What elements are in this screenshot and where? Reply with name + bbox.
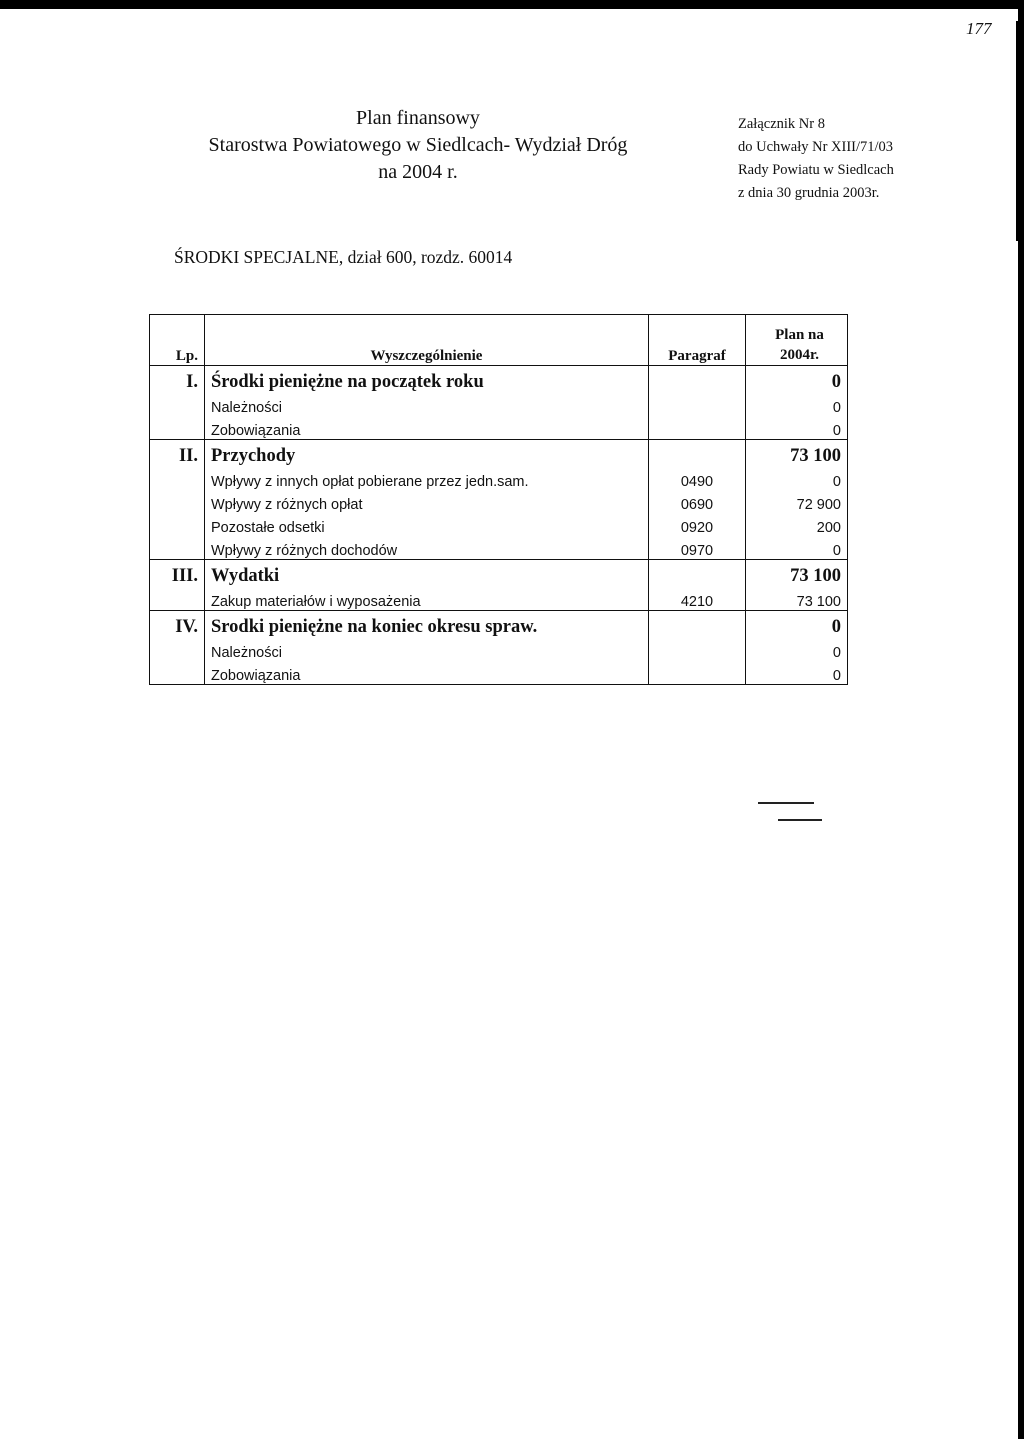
table-row: [150, 638, 848, 661]
table-row: [150, 560, 848, 588]
cell-description: Zakup materiałów i wyposażenia: [205, 587, 649, 611]
cell-paragraph: 0920: [649, 513, 746, 536]
cell-lp: [150, 393, 205, 416]
cell-paragraph: [649, 560, 746, 588]
cell-paragraph: [649, 366, 746, 394]
table-row: [150, 393, 848, 416]
table-row: [150, 661, 848, 685]
cell-paragraph: [649, 393, 746, 416]
cell-paragraph: [649, 416, 746, 440]
cell-lp: III.: [150, 560, 205, 588]
cell-description: Wydatki: [205, 560, 649, 588]
cell-lp: I.: [150, 366, 205, 394]
table-header-row: [150, 315, 848, 366]
cell-lp: [150, 638, 205, 661]
header-plan-line-2: 2004r.: [779, 347, 820, 363]
cell-description: Wpływy z innych opłat pobierane przez jedn.sam.: [205, 467, 649, 490]
cell-paragraph: 0970: [649, 536, 746, 560]
cell-paragraph: [649, 661, 746, 685]
annex-line-3: Rady Powiatu w Siedlcach: [738, 162, 894, 178]
cell-lp: IV.: [150, 611, 205, 639]
annex-line-4: z dnia 30 grudnia 2003r.: [738, 185, 880, 201]
table-row: [150, 536, 848, 560]
cell-description: Wpływy z różnych opłat: [205, 490, 649, 513]
header-paragraph: Paragraf: [649, 315, 746, 366]
cell-description: Należności: [205, 393, 649, 416]
scan-border-top: [0, 7, 1018, 9]
cell-plan-value: 73 100: [746, 587, 848, 611]
pen-stroke: [778, 819, 822, 821]
cell-plan-value: 0: [746, 366, 848, 394]
cell-description: Przychody: [205, 440, 649, 468]
financial-plan-table: [149, 314, 848, 685]
cell-plan-value: 0: [746, 611, 848, 639]
cell-paragraph: 4210: [649, 587, 746, 611]
cell-lp: II.: [150, 440, 205, 468]
cell-description: Środki pieniężne na początek roku: [205, 366, 649, 394]
header-description: Wyszczególnienie: [205, 315, 649, 366]
pen-stroke: [758, 802, 814, 804]
cell-description: Należności: [205, 638, 649, 661]
cell-plan-value: 0: [746, 416, 848, 440]
cell-lp: [150, 661, 205, 685]
header-plan: [746, 315, 848, 366]
cell-lp: [150, 513, 205, 536]
table-row: [150, 467, 848, 490]
scan-border-right: [1016, 21, 1018, 241]
table-row: [150, 513, 848, 536]
cell-plan-value: 0: [746, 638, 848, 661]
annex-line-1: Załącznik Nr 8: [738, 116, 825, 132]
table-row: [150, 416, 848, 440]
table-row: [150, 490, 848, 513]
cell-lp: [150, 536, 205, 560]
cell-plan-value: 0: [746, 536, 848, 560]
page-number: 177: [966, 19, 992, 38]
cell-plan-value: 0: [746, 661, 848, 685]
title-line-2: Starostwa Powiatowego w Siedlcach- Wydział Dróg: [208, 134, 628, 156]
header-lp: Lp.: [150, 315, 205, 366]
table-row: [150, 366, 848, 394]
cell-lp: [150, 587, 205, 611]
cell-description: Srodki pieniężne na koniec okresu spraw.: [205, 611, 649, 639]
title-line-1: Plan finansowy: [356, 107, 480, 129]
cell-plan-value: 0: [746, 467, 848, 490]
cell-description: Wpływy z różnych dochodów: [205, 536, 649, 560]
cell-plan-value: 0: [746, 393, 848, 416]
cell-paragraph: [649, 440, 746, 468]
cell-description: Pozostałe odsetki: [205, 513, 649, 536]
table-row: [150, 440, 848, 468]
cell-lp: [150, 490, 205, 513]
table-row: [150, 611, 848, 639]
cell-paragraph: [649, 638, 746, 661]
header-plan-line-1: Plan na: [775, 327, 824, 343]
cell-plan-value: 72 900: [746, 490, 848, 513]
cell-paragraph: 0490: [649, 467, 746, 490]
cell-plan-value: 73 100: [746, 440, 848, 468]
cell-lp: [150, 416, 205, 440]
cell-lp: [150, 467, 205, 490]
annex-line-2: do Uchwały Nr XIII/71/03: [738, 139, 894, 155]
annex-note: [738, 113, 1008, 205]
section-heading: ŚRODKI SPECJALNE, dział 600, rozdz. 60014: [174, 247, 513, 267]
document-title: [118, 105, 718, 186]
cell-paragraph: 0690: [649, 490, 746, 513]
cell-description: Zobowiązania: [205, 416, 649, 440]
cell-plan-value: 200: [746, 513, 848, 536]
cell-plan-value: 73 100: [746, 560, 848, 588]
title-line-3: na 2004 r.: [378, 161, 458, 183]
document-page: [0, 7, 1018, 1439]
table-row: [150, 587, 848, 611]
cell-paragraph: [649, 611, 746, 639]
cell-description: Zobowiązania: [205, 661, 649, 685]
